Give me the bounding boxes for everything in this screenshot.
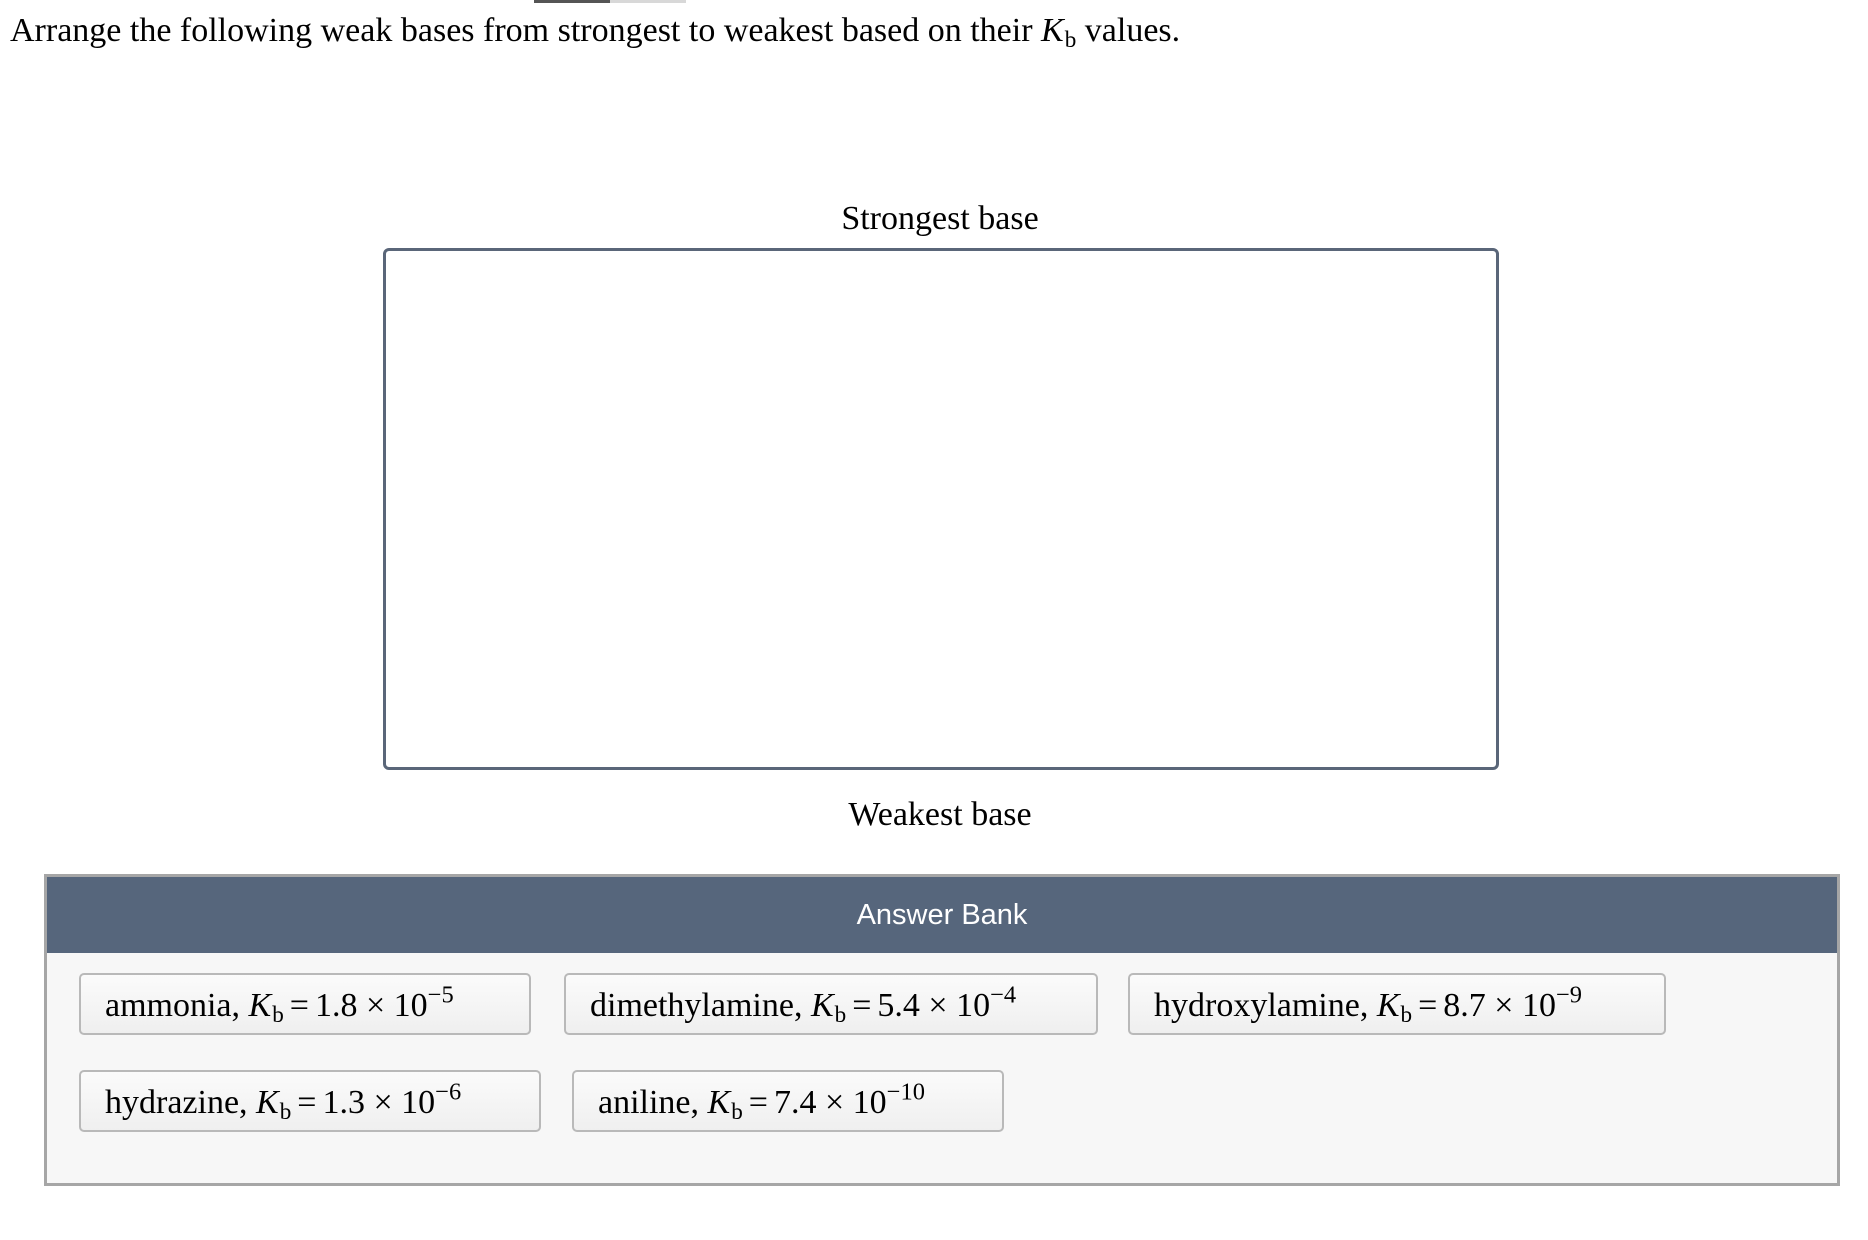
answer-bank — [44, 874, 1840, 1186]
question-prefix: Arrange the following weak bases from strongest to weakest based on their — [10, 12, 1042, 49]
answer-chip-aniline[interactable]: aniline, $K_b = 7.4 \times 10^{-10}$ — [572, 1070, 1004, 1132]
question-kb-symbol: $K_b$ — [1041, 12, 1077, 54]
top-tab-indicator — [534, 0, 686, 3]
answer-chip-ammonia[interactable]: ammonia, $K_b = 1.8 \times 10^{-5}$ — [79, 973, 531, 1035]
answer-chip-dimethylamine[interactable]: dimethylamine, $K_b = 5.4 \times 10^{-4}$ — [564, 973, 1098, 1035]
question-suffix: values. — [1076, 12, 1181, 49]
question-text — [10, 12, 1181, 54]
answer-chip-hydroxylamine[interactable]: hydroxylamine, $K_b = 8.7 \times 10^{-9}$ — [1128, 973, 1666, 1035]
answer-bank-title: Answer Bank — [47, 877, 1837, 953]
ranking-drop-zone[interactable] — [383, 248, 1499, 770]
answer-chip-hydrazine[interactable]: hydrazine, $K_b = 1.3 \times 10^{-6}$ — [79, 1070, 541, 1132]
strongest-base-label: Strongest base — [841, 200, 1039, 237]
top-tab-active-segment — [534, 0, 610, 3]
weakest-base-label: Weakest base — [848, 796, 1032, 833]
